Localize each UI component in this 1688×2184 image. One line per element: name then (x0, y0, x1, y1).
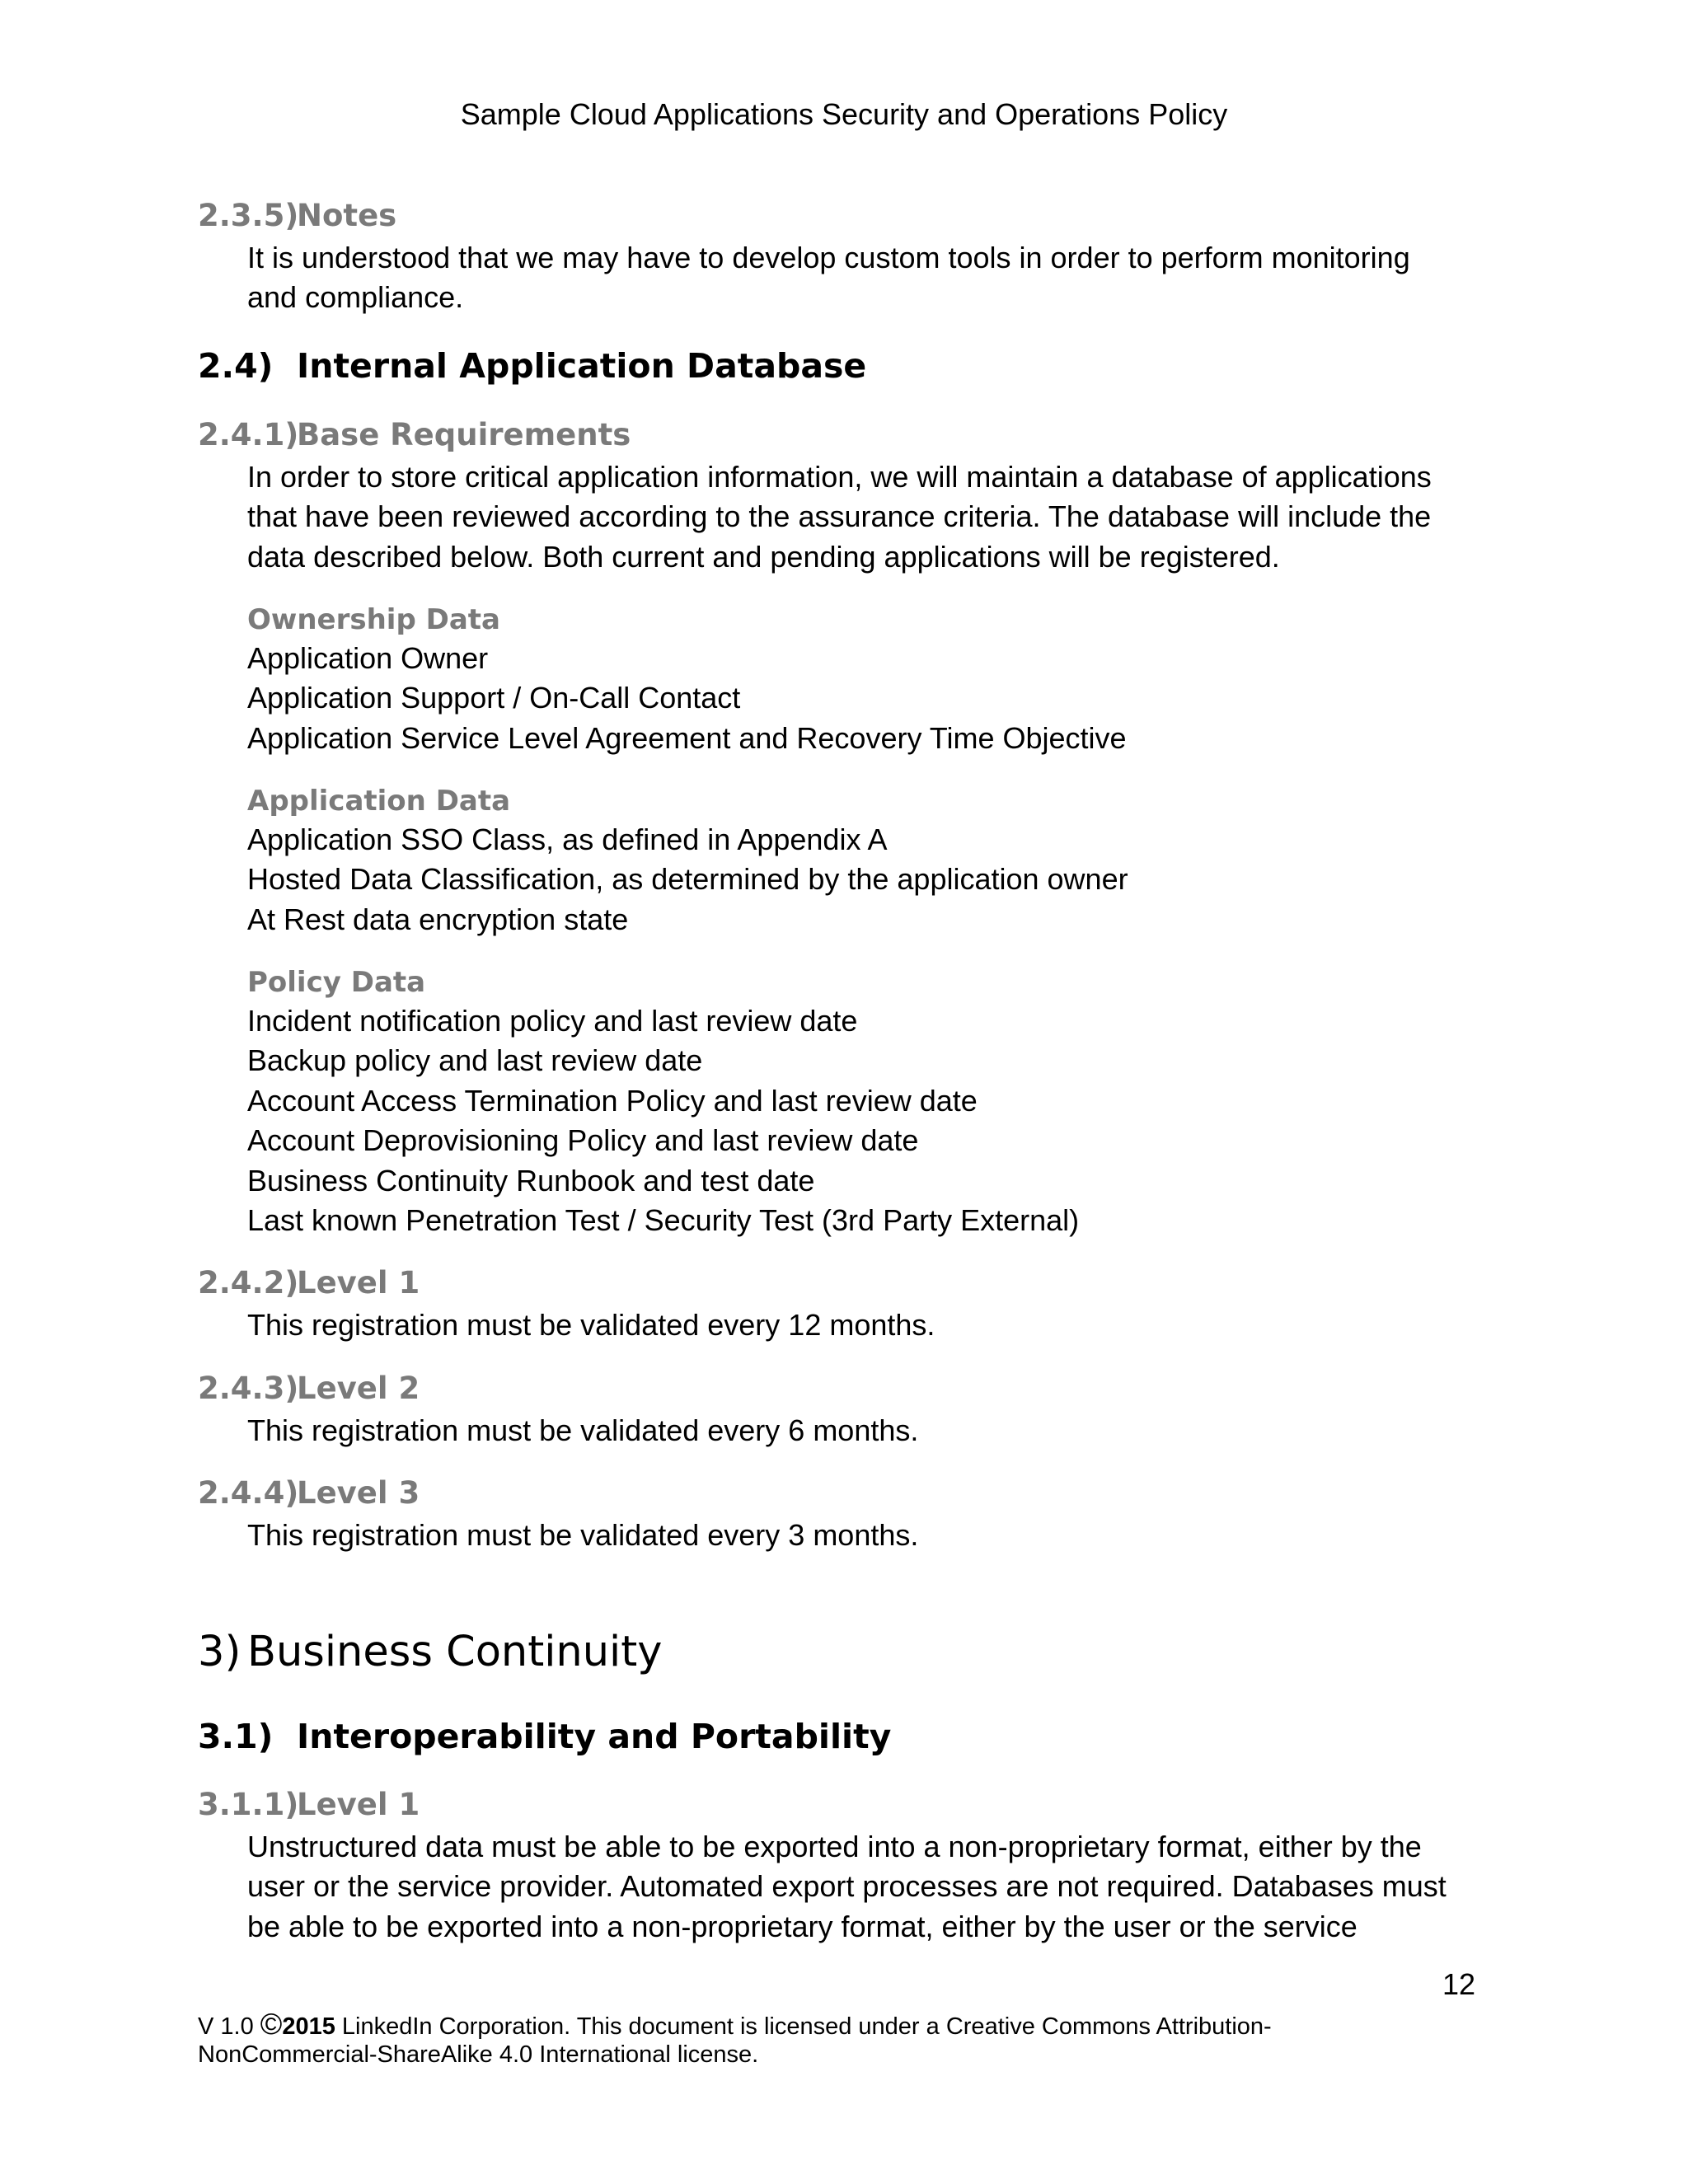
paragraph-line: In order to store critical application information, we will maintain a database of applications (247, 460, 1432, 494)
footer-year: 2015 (282, 2013, 335, 2040)
heading-title: Interoperability and Portability (297, 1717, 892, 1756)
heading-number: 3) (198, 1628, 241, 1676)
heading-2-4-2 (198, 1265, 420, 1301)
footer-line-1 (198, 2007, 1272, 2041)
paragraph-line: This registration must be validated every 6 months. (247, 1413, 919, 1447)
list-item: Backup policy and last review date (247, 1043, 703, 1077)
footer-line-2: NonCommercial-ShareAlike 4.0 International license. (198, 2041, 759, 2068)
heading-title: Level 2 (297, 1371, 420, 1406)
heading-number: 2.4) (198, 346, 274, 386)
heading-2-4-1 (198, 417, 631, 452)
heading-2-4 (198, 346, 866, 386)
heading-2-4-3 (198, 1371, 420, 1406)
heading-number: 3.1) (198, 1717, 274, 1756)
paragraph-line: user or the service provider. Automated export processes are not required. Databases must (247, 1869, 1447, 1903)
copyright-icon: © (260, 2007, 283, 2041)
paragraph-line: be able to be exported into a non-proprietary format, either by the user or the service (247, 1910, 1357, 1943)
heading-title: Level 1 (297, 1265, 420, 1301)
list-item: Application Support / On-Call Contact (247, 681, 741, 715)
list-item: Application Owner (247, 641, 489, 675)
paragraph-line: data described below. Both current and pending applications will be registered. (247, 540, 1280, 574)
policy-data-label: Policy Data (247, 966, 426, 999)
heading-number: 2.4.2) (198, 1265, 299, 1301)
list-item: Account Deprovisioning Policy and last review date (247, 1123, 919, 1157)
heading-number: 2.4.4) (198, 1475, 299, 1511)
ownership-data-label: Ownership Data (247, 603, 500, 636)
application-data-label: Application Data (247, 785, 511, 818)
paragraph-line: It is understood that we may have to develop custom tools in order to perform monitoring (247, 241, 1410, 274)
page-number: 12 (1442, 1967, 1476, 2001)
heading-number: 2.4.3) (198, 1371, 299, 1406)
list-item: Application SSO Class, as defined in Appendix A (247, 823, 888, 856)
heading-title: Notes (297, 198, 397, 233)
list-item: Incident notification policy and last review date (247, 1004, 858, 1038)
heading-2-4-4 (198, 1475, 420, 1511)
heading-number: 2.4.1) (198, 417, 299, 452)
heading-title: Business Continuity (247, 1628, 663, 1676)
heading-3-1 (198, 1717, 891, 1756)
heading-title: Base Requirements (297, 417, 631, 452)
page-header: Sample Cloud Applications Security and Operations Policy (460, 97, 1228, 131)
footer-license-text: LinkedIn Corporation. This document is licensed under a Creative Commons Attribution- (341, 2013, 1272, 2040)
list-item: Account Access Termination Policy and last review date (247, 1084, 978, 1118)
list-item: Last known Penetration Test / Security Test (3rd Party External) (247, 1203, 1080, 1237)
list-item: Business Continuity Runbook and test date (247, 1164, 815, 1197)
heading-title: Level 3 (297, 1475, 420, 1511)
list-item: Hosted Data Classification, as determined by the application owner (247, 862, 1128, 896)
heading-title: Internal Application Database (297, 346, 867, 386)
footer-version: V 1.0 (198, 2013, 254, 2040)
list-item: At Rest data encryption state (247, 902, 629, 936)
paragraph-line: This registration must be validated every 12 months. (247, 1308, 935, 1342)
heading-number: 3.1.1) (198, 1787, 299, 1822)
heading-2-3-5 (198, 198, 396, 233)
heading-3 (198, 1628, 662, 1676)
paragraph-line: that have been reviewed according to the assurance criteria. The database will include the (247, 499, 1432, 533)
heading-3-1-1 (198, 1787, 420, 1822)
heading-number: 2.3.5) (198, 198, 299, 233)
paragraph-line: Unstructured data must be able to be exported into a non-proprietary format, either by the (247, 1830, 1422, 1863)
list-item: Application Service Level Agreement and Recovery Time Objective (247, 721, 1127, 755)
paragraph-line: and compliance. (247, 280, 464, 314)
heading-title: Level 1 (297, 1787, 420, 1822)
paragraph-line: This registration must be validated every 3 months. (247, 1518, 919, 1552)
